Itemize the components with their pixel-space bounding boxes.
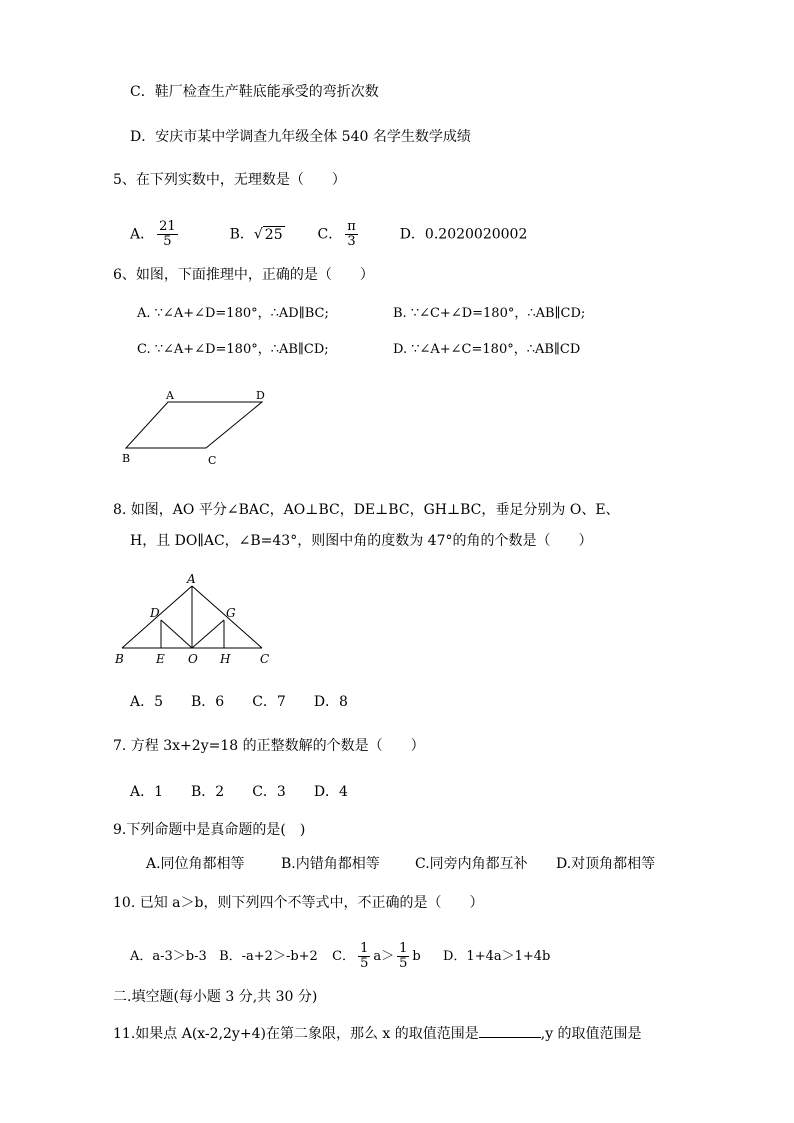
label-a: A [166, 389, 174, 402]
q10-option-d: D．1+4a＞1+4b [443, 949, 551, 964]
q8-stem-line-1: 8. 如图，AO 平分∠BAC，AO⊥BC，DE⊥BC，GH⊥BC，垂足分别为 O、E、 [113, 502, 620, 518]
q10-stem: 10. 已知 a＞b，则下列四个不等式中，不正确的是（ ） [113, 895, 484, 911]
label-o: O [188, 652, 198, 666]
label-c: C [208, 454, 217, 467]
q5-option-d: D．0.2020020002 [399, 226, 528, 243]
label-g: G [226, 606, 236, 620]
q11-stem [113, 1023, 642, 1044]
label-b: B [122, 452, 131, 465]
q10-options [130, 942, 550, 971]
q7-stem: 7. 方程 3x+2y=18 的正整数解的个数是（ ） [113, 738, 425, 754]
label-d: D [150, 606, 160, 620]
q10-option-c-label: C． [332, 949, 356, 964]
q6-option-c: C. ∵∠A+∠D=180°，∴AB∥CD; [137, 342, 329, 357]
q9-option-b: B.内错角都相等 [281, 856, 380, 872]
q6-option-a: A. ∵∠A+∠D=180°，∴AD∥BC; [137, 306, 329, 321]
section-2-title: 二.填空题(每小题 3 分,共 30 分) [113, 989, 318, 1005]
q8-triangle-figure [110, 572, 290, 672]
label-a: A [187, 572, 196, 586]
q9-option-c: C.同旁内角都互补 [415, 856, 528, 872]
label-h: H [220, 652, 231, 666]
q9-option-a: A.同位角都相等 [146, 856, 245, 872]
q5-options [130, 220, 527, 249]
q6-stem: 6、如图，下面推理中，正确的是（ ） [113, 267, 374, 283]
q10-option-c-mid: a＞ [373, 949, 395, 964]
q4-option-d: D．安庆市某中学调查九年级全体 540 名学生数学成绩 [130, 129, 471, 145]
q5-option-c-fraction: $\frac{\pi}{3}$ [347, 219, 356, 249]
label-c: C [260, 652, 270, 666]
q5-option-b-radicand: 25 [264, 226, 283, 243]
label-b: B [115, 652, 124, 666]
q5-option-a-fraction: $\frac{21}{5}$ [159, 219, 176, 249]
q5-option-c-label: C． [317, 226, 343, 243]
q10-option-c-fraction-right: $\frac{1}{5}$ [399, 941, 408, 971]
q10-option-c-fraction-left: $\frac{1}{5}$ [360, 941, 369, 971]
q9-option-d: D.对顶角都相等 [556, 856, 656, 872]
q7-options: A．1 B．2 C．3 D．4 [130, 784, 348, 800]
q10-option-b: B．-a+2＞-b+2 [219, 949, 318, 964]
q8-stem-line-2: H，且 DO∥AC，∠B=43°，则图中角的度数为 47°的角的个数是（ ） [130, 533, 593, 549]
q10-option-a: A．a-3＞b-3 [130, 949, 207, 964]
q5-option-b-sqrt-icon: √ [253, 226, 263, 243]
q5-option-b-label: B． [229, 226, 254, 243]
q5-stem: 5、在下列实数中，无理数是（ ） [113, 172, 346, 188]
segment-og [192, 620, 224, 648]
q9-stem: 9.下列命题中是真命题的是( ) [113, 822, 306, 838]
label-e: E [156, 652, 165, 666]
parallelogram-abcd [126, 402, 262, 448]
q8-options: A．5 B．6 C．7 D．8 [130, 694, 348, 710]
q10-option-c-end: b [412, 949, 421, 964]
q11-stem-pre: 11.如果点 A(x-2,2y+4)在第二象限，那么 x 的取值范围是 [113, 1026, 479, 1042]
q6-option-d: D. ∵∠A+∠C=180°，∴AB∥CD [393, 342, 581, 357]
segment-do [161, 620, 192, 648]
q5-option-a-label: A． [130, 226, 155, 243]
q4-option-c: C．鞋厂检查生产鞋底能承受的弯折次数 [130, 84, 379, 100]
q6-option-b: B. ∵∠C+∠D=180°，∴AB∥CD; [393, 306, 586, 321]
q11-stem-post: ,y 的取值范围是 [540, 1026, 642, 1042]
q11-answer-blank-x[interactable] [479, 1023, 541, 1038]
q6-parallelogram-figure [110, 384, 280, 470]
label-d: D [256, 389, 265, 402]
